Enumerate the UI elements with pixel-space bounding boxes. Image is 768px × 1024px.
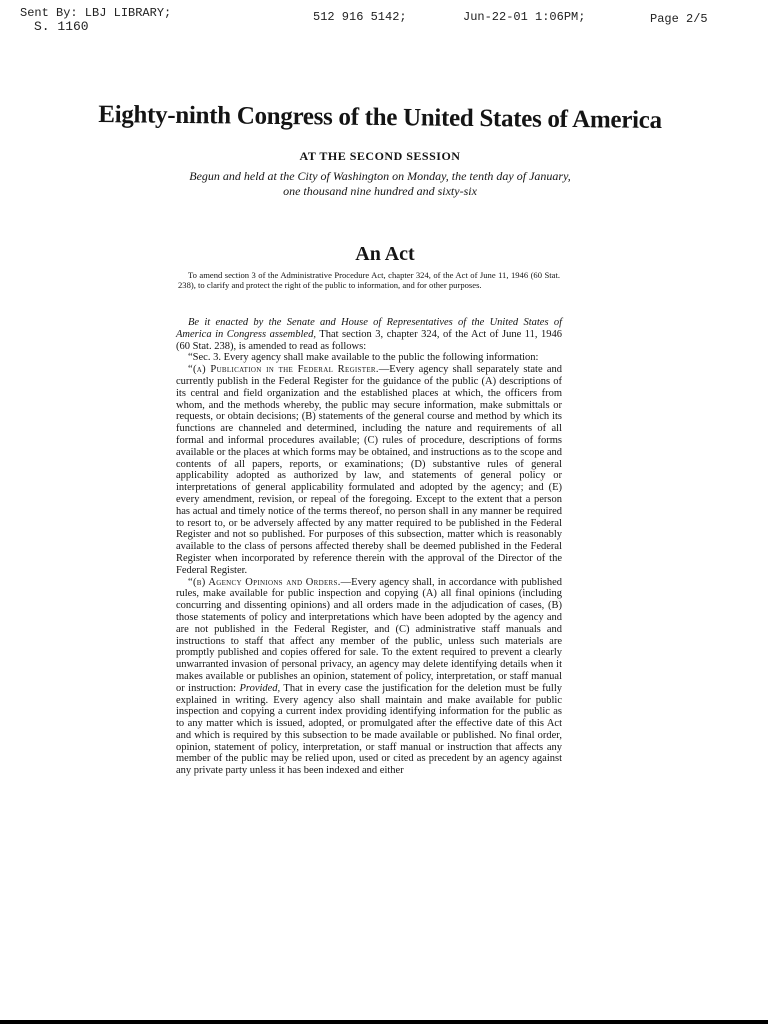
congress-title: Eighty-ninth Congress of the United States of America [98,101,662,134]
subsection-a [176,364,562,576]
section-3-intro: “Sec. 3. Every agency shall make available to the public the following information: [188,352,539,364]
begun-line-2: one thousand nine hundred and sixty-six [283,184,477,198]
enacting-clause-rest: That section 3, chapter 324, of the Act of June 11, 1946 (60 Stat. 238), is amended to read as follows: [176,328,563,352]
scan-bottom-edge [0,1020,768,1024]
act-purpose: To amend section 3 of the Administrative Procedure Act, chapter 324, of the Act of June 11, 1946 (60 Stat. 238), to clarify and protect the right of the public to information, and for other purposes. [178,270,560,290]
subsection-b-provided: Provided, [239,682,281,694]
begun-line-1: Begun and held at the City of Washington on Monday, the tenth day of January, [189,169,571,183]
fax-datetime: Jun-22-01 1:06PM; [463,10,586,24]
begun-statement [110,169,650,199]
subsection-b-text-2: That in every case the justification for the deletion must be fully explained in writing. Every agency also shall maintain and make available for public inspection and copying a current index providing identifying information for the public as to any matter which is issued, adopted, or promulgated after the effective date of this Act and which is required by this subsection to be made available or published. No final order, opinion, statement of policy, interpretation, or staff manual or instruction that affects any member of the public may be relied upon, used or cited as precedent by an agency against any private party unless it has been indexed and either [176,682,563,777]
fax-phone: 512 916 5142; [313,10,407,24]
act-body [176,317,562,777]
fax-page-number: Page 2/5 [650,12,708,26]
fax-header [0,6,768,40]
subsection-b [176,577,562,778]
subsection-b-text-1: —Every agency shall, in accordance with published rules, make available for public inspection and copying (A) all final opinions (including concurring and dissenting opinions) and all orders made in the adjudication of cases, (B) those statements of policy and interpretations which have been adopted by the agency and are not published in the Federal Register, and (C) administrative staff manuals and instructions to staff that affect any member of the public, unless such materials are promptly published and copies offered for sale. To the extent required to prevent a clearly unwarranted invasion of personal privacy, an agency may delete identifying details when it makes available or publishes an opinion, statement of policy, interpretation, or staff manual or instruction: [176,576,563,694]
enacting-clause [176,317,562,352]
session-heading: AT THE SECOND SESSION [299,149,461,163]
subsection-b-label: “(b) Agency Opinions and Orders. [188,576,341,588]
subsection-a-label: “(a) Publication in the Federal Register. [188,364,379,376]
enacting-clause-italic: Be it enacted by the Senate and House of Representatives of the United States of America in Congress assembled, [176,317,562,340]
bill-number: S. 1160 [34,19,89,34]
act-heading: An Act [355,243,415,265]
subsection-a-text: —Every agency shall separately state and currently publish in the Federal Register for the guidance of the public (A) descriptions of its central and field organization and the established places at which, the officers from whom, and the methods whereby, the public may secure information, make submittals or requests, or obtain decisions; (B) statements of the general course and method by which its functions are channeled and determined, including the nature and requirements of all formal and informal procedures available; (C) rules of procedure, descriptions of forms available or the places at which forms may be obtained, and instructions as to the scope and contents of all papers, reports, or examinations; (D) substantive rules of general applicability adopted as authorized by law, and statements of general policy or interpretations of general applicability formulated and adopted by the agency; and (E) every amendment, revision, or repeal of the foregoing. Except to the extent that a person has actual and timely notice of the terms thereof, no person shall in any manner be required to resort to, or be adversely affected by any matter required to be published in the Federal Register and not so published. For purposes of this subsection, matter which is reasonably available to the class of persons affected thereby shall be deemed published in the Federal Register when incorporated by reference therein with the approval of the Director of the Federal Register. [176,364,562,576]
fax-sender: Sent By: LBJ LIBRARY; [20,6,172,20]
